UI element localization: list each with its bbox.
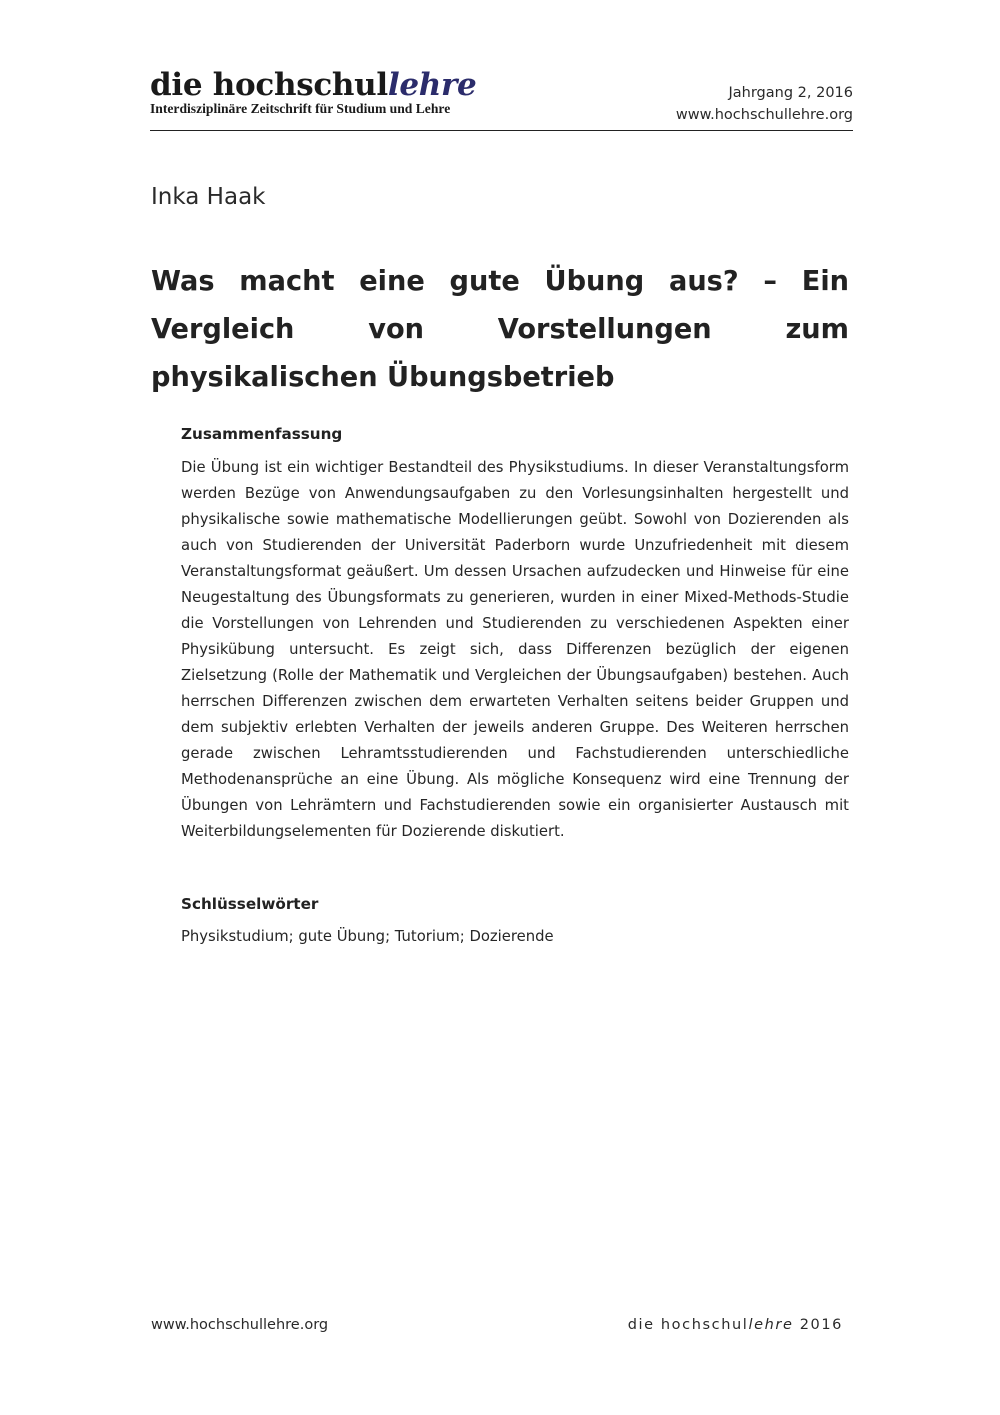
footer-journal	[628, 1315, 843, 1335]
header-url: www.hochschullehre.org	[675, 107, 853, 123]
author-name: Inka Haak	[151, 184, 266, 210]
footer-journal-emphasis: lehre	[748, 1317, 794, 1333]
volume-info: Jahrgang 2, 2016	[728, 85, 853, 101]
keywords-heading: Schlüsselwörter	[181, 895, 319, 913]
footer-journal-main: die hochschul	[627, 1317, 749, 1333]
journal-logo	[150, 68, 477, 102]
abstract-heading: Zusammenfassung	[181, 425, 343, 443]
logo-emphasis-text: lehre	[387, 67, 477, 103]
keywords-list: Physikstudium; gute Übung; Tutorium; Dozierende	[181, 928, 554, 945]
article-title: Was macht eine gute Übung aus? – Ein Vergleich von Vorstellungen zum physikalischen Übungsbetrieb	[151, 266, 849, 393]
keywords-section	[181, 893, 849, 949]
abstract-section	[181, 423, 849, 845]
header-meta	[676, 82, 853, 126]
abstract-body: Die Übung ist ein wichtiger Bestandteil des Physikstudiums. In dieser Veranstaltungsform werden Bezüge von Anwendungsaufgaben zu den Vorlesungsinhalten hergestellt und physikalische sowie mathematische Modellierungen geübt. Sowohl von Dozierenden als auch von Studierenden der Universität Paderborn wurde Unzufriedenheit mit diesem Veranstaltungsformat geäußert. Um dessen Ursachen aufzudecken und Hinweise für eine Neugestaltung des Übungsformats zu generieren, wurden in einer Mixed-Methods-Studie die Vorstellungen von Lehrenden und Studierenden zu verschiedenen Aspekten einer Physikübung untersucht. Es zeigt sich, dass Differenzen bezüglich der eigenen Zielsetzung (Rolle der Mathematik und Vergleichen der Übungsaufgaben) bestehen. Auch herrschen Differenzen zwischen dem erwarteten Verhalten seitens beider Gruppen und dem subjektiv erlebten Verhalten der jeweils anderen Gruppe. Des Weiteren herrschen gerade zwischen Lehramtsstudierenden und Fachstudierenden unterschiedliche Methodenansprüche an eine Übung. Als mögliche Konsequenz wird eine Trennung der Übungen von Lehrämtern und Fachstudierenden sowie ein organisierter Austausch mit Weiterbildungselementen für Dozierende diskutiert.	[181, 459, 849, 840]
journal-masthead	[150, 68, 477, 117]
logo-main-text: die hochschul	[150, 67, 388, 103]
footer-url: www.hochschullehre.org	[151, 1317, 329, 1333]
journal-subtitle: Interdisziplinäre Zeitschrift für Studium und Lehre	[150, 101, 451, 116]
header-divider	[150, 130, 853, 131]
footer-year: 2016	[793, 1317, 843, 1333]
